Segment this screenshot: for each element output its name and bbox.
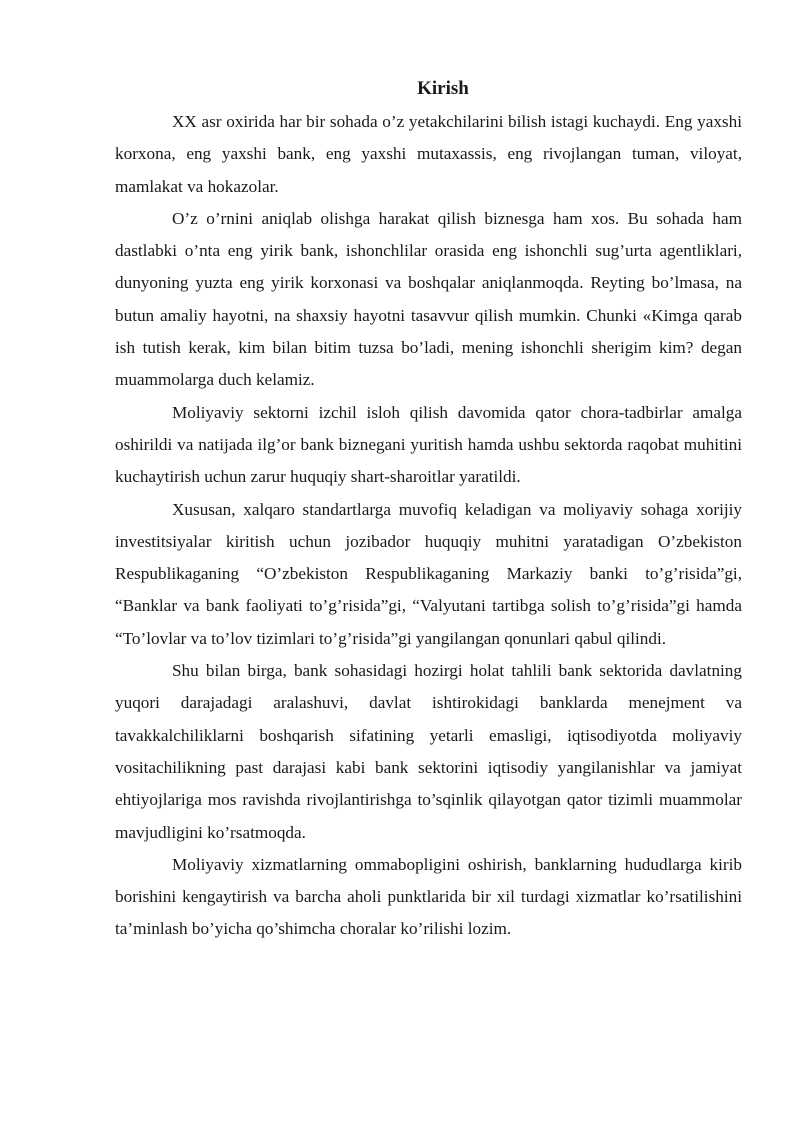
paragraph-5: Shu bilan birga, bank sohasidagi hozirgi holat tahlili bank sektorida davlatning yuqori darajadagi aralashuvi, davlat ishtirokidagi banklarda menejment va tavakkalchiliklarni boshqarish sifatining yetarli emasligi, iqtisodiyotda moliyaviy vositachilikning past darajasi kabi bank sektorini iqtisodiy yangilanishlar va jamiyat ehtiyojlariga mos ravishda rivojlantirishga to’sqinlik qilayotgan qator tizimli muammolar mavjudligini ko’rsatmoqda. (115, 661, 742, 842)
paragraph-1: XX asr oxirida har bir sohada o’z yetakchilarini bilish istagi kuchaydi. Eng yaxshi korxona, eng yaxshi bank, eng yaxshi mutaxassis, eng rivojlangan tuman, viloyat, mamlakat va hokazolar. (115, 112, 742, 196)
paragraph-2: O’z o’rnini aniqlab olishga harakat qilish biznesga ham xos. Bu sohada ham dastlabki o’nta eng yirik bank, ishonchlilar orasida eng ishonchli sug’urta agentliklari, dunyoning yuzta eng yirik korxonasi va boshqalar aniqlanmoqda. Reyting bo’lmasa, na butun amaliy hayotni, na shaxsiy hayotni tasavvur qilish mumkin. Chunki «Kimga qarab ish tutish kerak, kim bilan bitim tuzsa bo’ladi, mening ishonchli sherigim kim? degan muammolarga duch kelamiz. (115, 208, 742, 390)
paragraph-3: Moliyaviy sektorni izchil isloh qilish davomida qator chora-tadbirlar amalga oshirildi va natijada ilg’or bank biznegani yuritish hamda ushbu sektorda raqobat muhitini kuchaytirish uchun zarur huquqiy shart-sharoitlar yaratildi. (115, 402, 742, 487)
document-page (115, 72, 742, 946)
paragraph-4: Xususan, xalqaro standartlarga muvofiq keladigan va moliyaviy sohaga xorijiy investitsiyalar kiritish uchun jozibador huquqiy muhitni yaratadigan O’zbekiston Respublikaganing “O’zbekiston Respublikaganing Markaziy banki to’g’risida”gi, “Banklar va bank faoliyati to’g’risida”gi, “Valyutani tartibga solish to’g’risida”gi hamda “To’lovlar va to’lov tizimlari to’g’risida”gi yangilangan qonunlari qabul qilindi. (115, 499, 742, 648)
page-title: Kirish (417, 78, 469, 99)
paragraph-6: Moliyaviy xizmatlarning ommabopligini oshirish, banklarning hududlarga kirib borishini kengaytirish va barcha aholi punktlarida bir xil turdagi xizmatlar ko’rsatilishini ta’minlash bo’yicha qo’shimcha choralar ko’rilishi lozim. (115, 854, 742, 939)
